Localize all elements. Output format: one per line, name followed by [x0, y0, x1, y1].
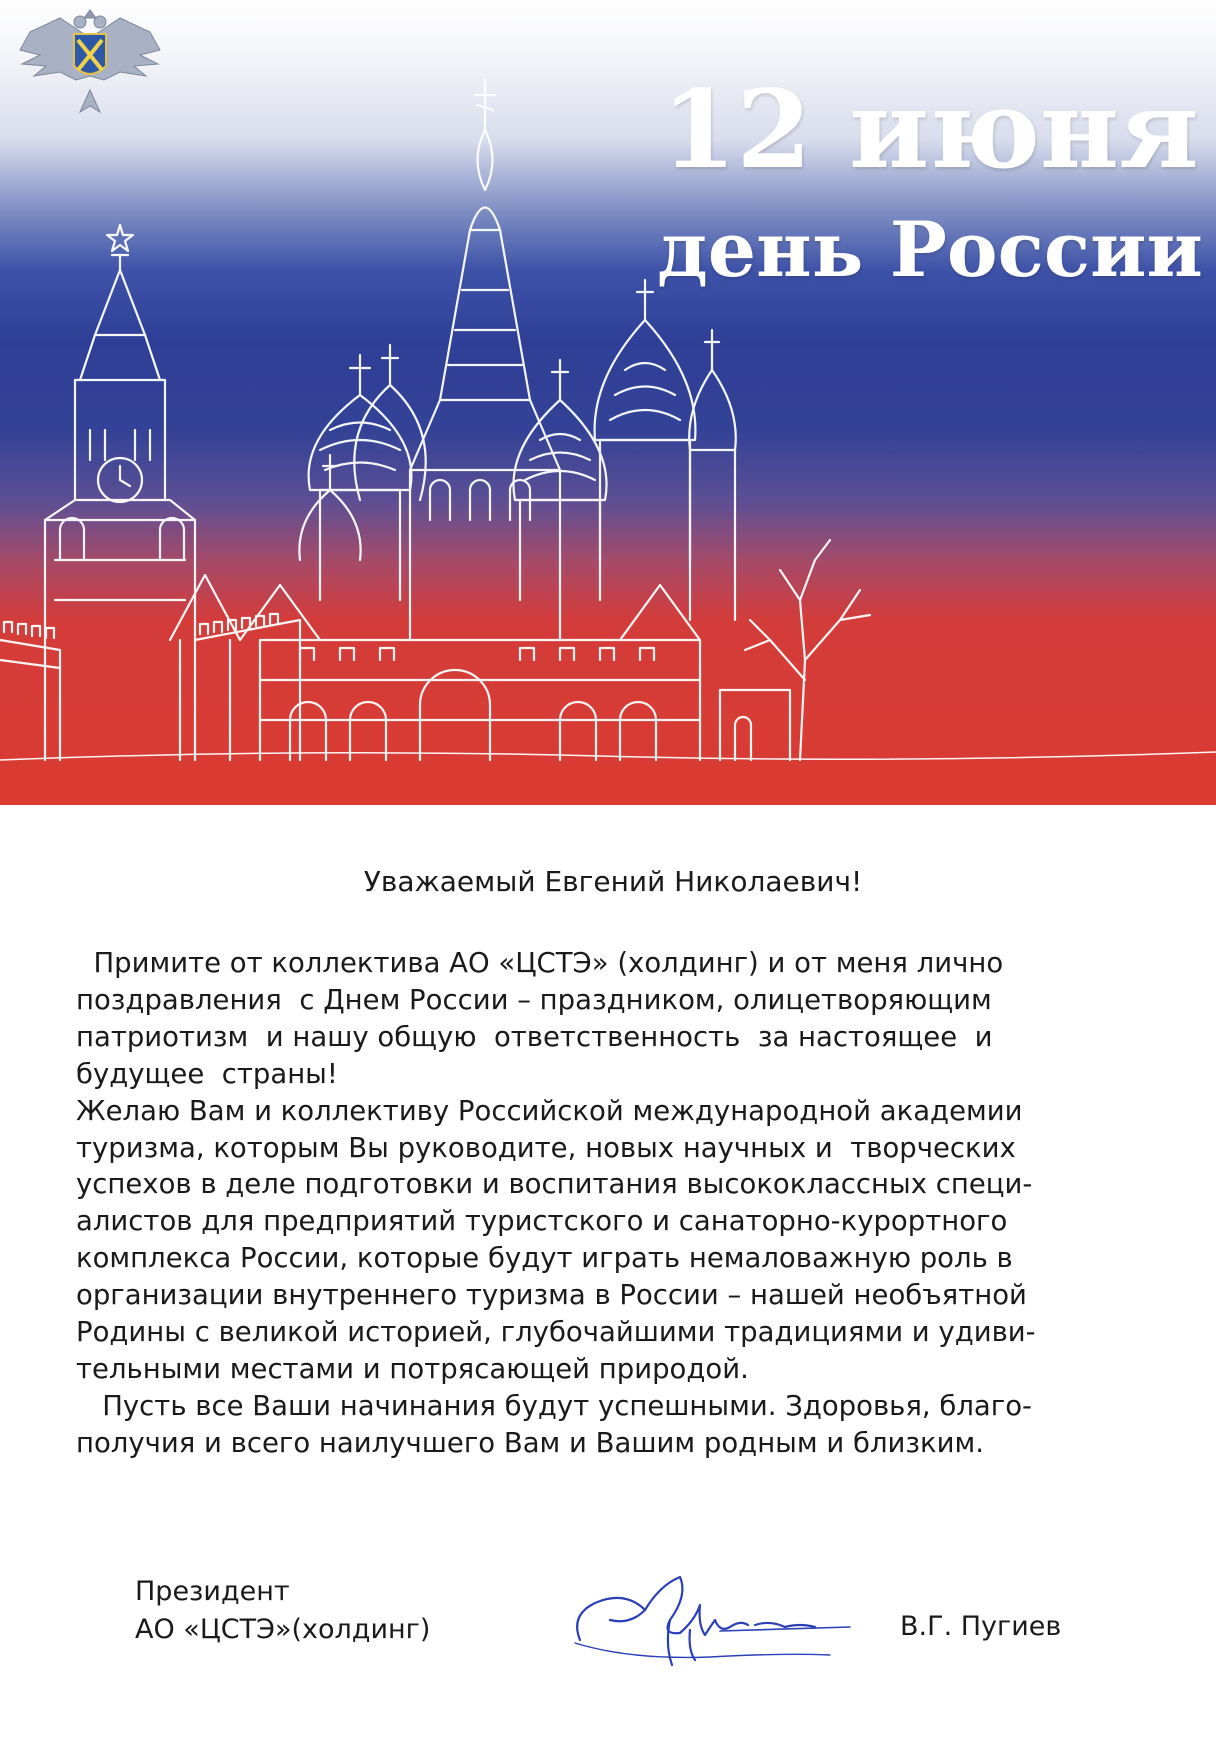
letter-line: комплекса России, которые будут играть немаловажную роль в — [76, 1242, 1013, 1275]
letter-line: туризма, которым Вы руководите, новых научных и творческих — [76, 1131, 1016, 1164]
signatory-organization: АО «ЦСТЭ»(холдинг) — [135, 1614, 431, 1645]
letter-line: будущее страны! — [76, 1057, 338, 1090]
letter-line: Желаю Вам и коллективу Российской международной академии — [76, 1094, 1023, 1127]
double-headed-eagle-emblem-icon — [10, 0, 170, 120]
signatory-block — [135, 1573, 430, 1649]
handwritten-signature — [570, 1565, 860, 1675]
letter-line: поздравления с Днем России – праздником, олицетворяющим — [76, 983, 992, 1016]
signatory-position: Президент — [135, 1576, 290, 1607]
letter-line: получия и всего наилучшего Вам и Вашим родным и близким. — [76, 1426, 984, 1459]
letter — [0, 805, 1216, 1744]
letter-line: Примите от коллектива АО «ЦСТЭ» (холдинг) и от меня лично — [76, 947, 1004, 979]
letter-line: Родины с великой историей, глубочайшими традициями и удиви- — [76, 1316, 1036, 1349]
letter-body — [76, 945, 1146, 1462]
letter-line: организации внутреннего туризма в России – нашей необъятной — [76, 1279, 1027, 1312]
letter-line: тельными местами и потрясающей природой. — [76, 1352, 749, 1385]
letter-line: патриотизм и нашу общую ответственность за настоящее и — [76, 1020, 993, 1053]
letter-line: Пусть все Ваши начинания будут успешными. Здоровья, благо- — [76, 1389, 1032, 1422]
holiday-date-title: 12 июня — [661, 67, 1199, 193]
letter-line: успехов в деле подготовки и воспитания высококлассных специ- — [76, 1168, 1033, 1201]
salutation: Уважаемый Евгений Николаевич! — [363, 865, 863, 898]
signatory-name: В.Г. Пугиев — [900, 1611, 1062, 1642]
holiday-name-title: день России — [657, 205, 1203, 294]
letter-line: алистов для предприятий туристского и санаторно-курортного — [76, 1205, 1008, 1238]
holiday-banner — [0, 0, 1216, 805]
